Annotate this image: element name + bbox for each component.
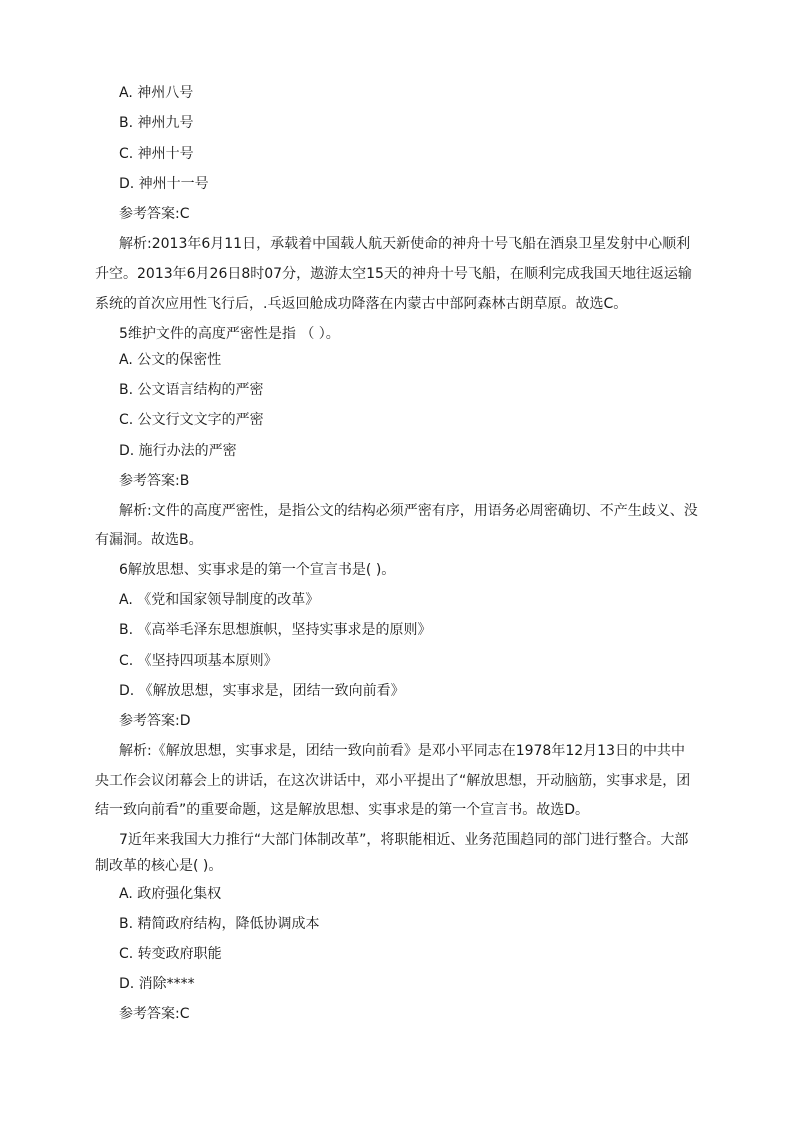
q6-option-c: C. 《坚持四项基本原则》 <box>119 653 278 669</box>
q4-option-d: D. 神州十一号 <box>119 176 209 192</box>
q5-answer: 参考答案:B <box>119 473 190 489</box>
q5-analysis-line: 解析:文件的高度严密性，是指公文的结构必须严密有序，用语务必周密确切、不产生歧义、没 <box>119 503 698 519</box>
q5-option-b: B. 公文语言结构的严密 <box>119 382 264 398</box>
q6-question: 6解放思想、实事求是的第一个宣言书是( )。 <box>119 562 396 578</box>
q5-option-d: D. 施行办法的严密 <box>119 443 237 459</box>
q4-analysis-line: 升空。2013年6月26日8时07分，遨游太空15天的神舟十号飞船，在顺利完成我国天地往返运输 <box>95 266 692 282</box>
q5-option-c: C. 公文行文文字的严密 <box>119 412 264 428</box>
q7-question-line: 制改革的核心是( )。 <box>95 858 223 874</box>
q6-analysis-line: 央工作会议闭幕会上的讲话，在这次讲话中，邓小平提出了“解放思想，开动脑筋，实事求是，团 <box>95 773 691 789</box>
q7-option-a: A. 政府强化集权 <box>119 886 222 902</box>
q6-analysis-line: 结一致向前看”的重要命题，这是解放思想、实事求是的第一个宣言书。故选D。 <box>95 802 590 818</box>
q4-option-a: A. 神州八号 <box>119 85 194 101</box>
q7-option-d: D. 消除**** <box>119 976 195 992</box>
q7-option-b: B. 精简政府结构，降低协调成本 <box>119 916 320 932</box>
q6-option-b: B. 《高举毛泽东思想旗帜，坚持实事求是的原则》 <box>119 622 432 638</box>
q4-analysis-line: 解析:2013年6月11日，承载着中国载人航天新使命的神舟十号飞船在酒泉卫星发射中心顺利 <box>119 236 691 252</box>
q5-option-a: A. 公文的保密性 <box>119 352 222 368</box>
q6-option-d: D. 《解放思想，实事求是，团结一致向前看》 <box>119 683 405 699</box>
q4-analysis-line: 系统的首次应用性飞行后，.乓返回舱成功降落在内蒙古中部阿森林古朗草原。故选C。 <box>95 296 628 312</box>
q7-question-line: 7近年来我国大力推行“大部门体制改革”，将职能相近、业务范围趋同的部门进行整合。大部 <box>119 832 689 848</box>
q6-analysis-line: 解析:《解放思想，实事求是，团结一致向前看》是邓小平同志在1978年12月13日的中共中 <box>119 743 685 759</box>
q6-option-a: A. 《党和国家领导制度的改革》 <box>119 592 320 608</box>
q7-answer: 参考答案:C <box>119 1006 190 1022</box>
q7-option-c: C. 转变政府职能 <box>119 946 222 962</box>
q4-option-c: C. 神州十号 <box>119 146 194 162</box>
q4-option-b: B. 神州九号 <box>119 115 194 131</box>
q5-analysis-line: 有漏洞。故选B。 <box>95 532 203 548</box>
q4-answer: 参考答案:C <box>119 206 190 222</box>
q6-answer: 参考答案:D <box>119 713 191 729</box>
q5-question: 5维护文件的高度严密性是指 （ ）。 <box>119 326 340 342</box>
